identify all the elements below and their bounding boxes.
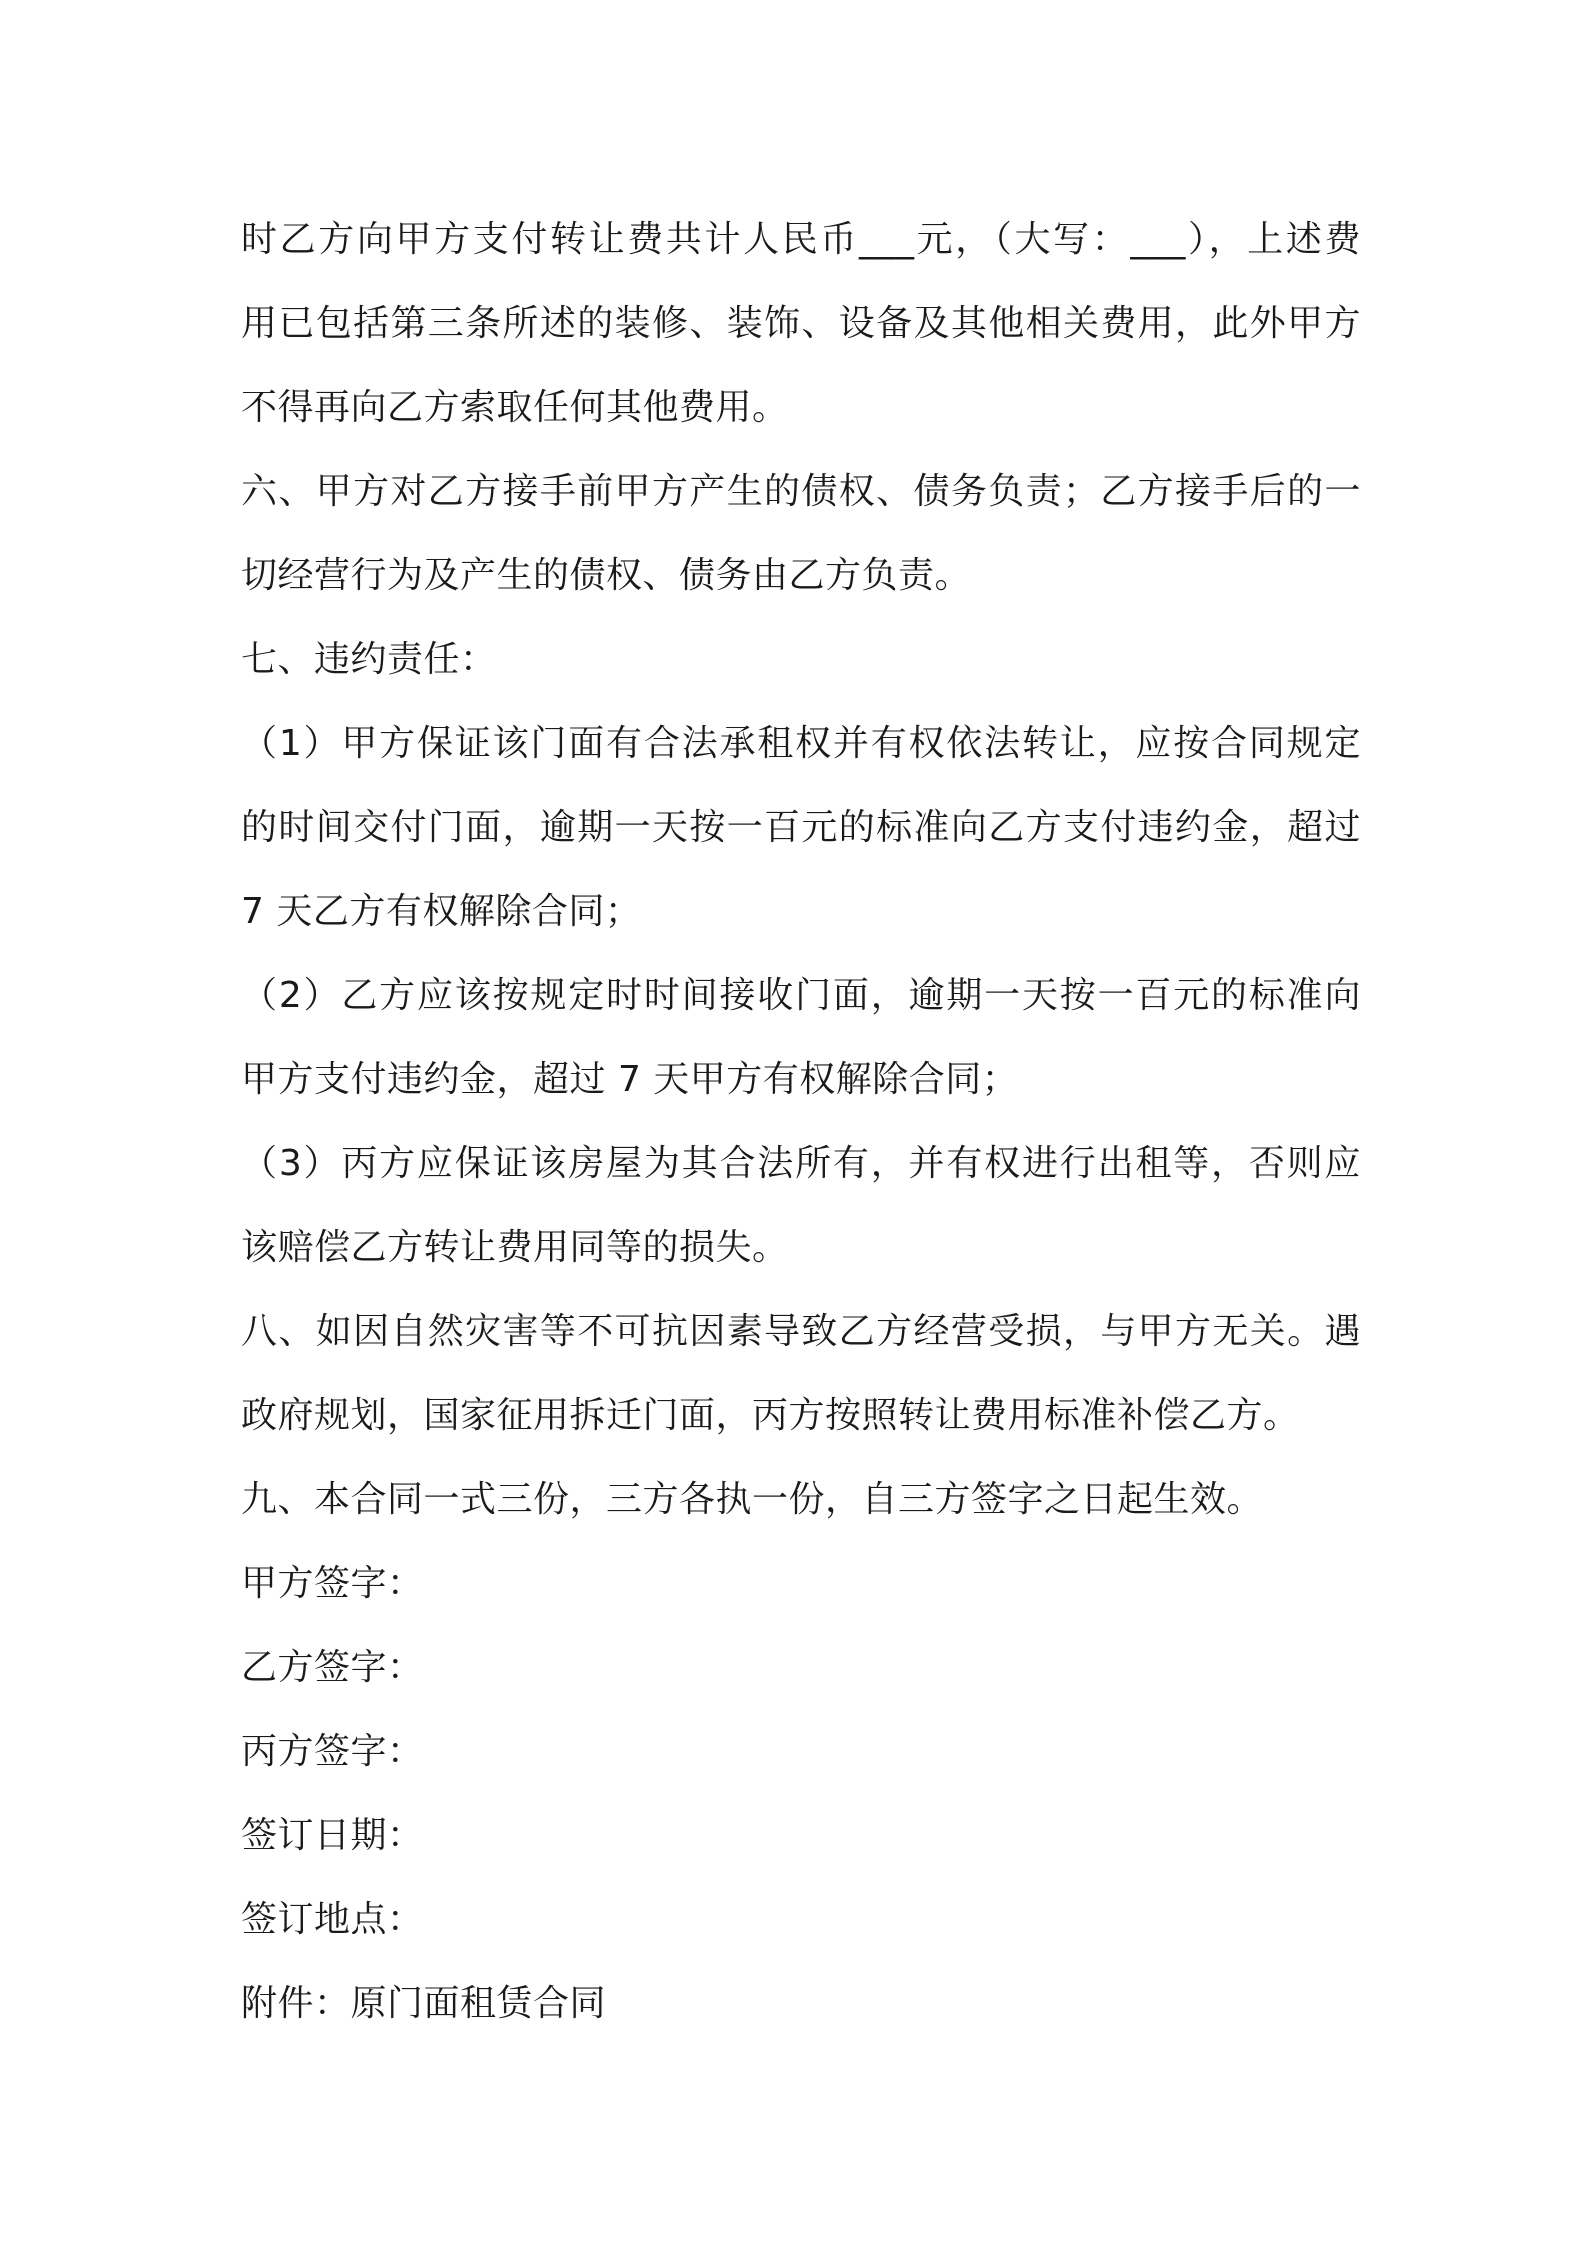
paragraph-clause-7-3: [241, 1122, 1361, 1290]
attachment-text: 附件：原门面租赁合同: [241, 1983, 607, 2024]
section-heading: 七、违约责任：: [241, 639, 497, 680]
paragraph-clause-8: [241, 1290, 1361, 1458]
text-line: （3）丙方应保证该房屋为其合法所有，并有权进行出租等，否则应: [241, 1143, 1361, 1184]
signature-party-c: 丙方签字：: [241, 1731, 424, 1772]
paragraph-clause-7-heading: [241, 618, 1361, 702]
text-line: 甲方支付违约金，超过 7 天甲方有权解除合同；: [241, 1059, 1019, 1100]
text-line: 切经营行为及产生的债权、债务由乙方负责。: [241, 555, 972, 596]
paragraph-clause-6: [241, 450, 1361, 618]
text-line: 该赔偿乙方转让费用同等的损失。: [241, 1227, 789, 1268]
signing-date: 签订日期：: [241, 1815, 424, 1856]
signing-place: 签订地点：: [241, 1899, 424, 1940]
text-line: （2）乙方应该按规定时时间接收门面，逾期一天按一百元的标准向: [241, 975, 1361, 1016]
text-line: 八、如因自然灾害等不可抗因素导致乙方经营受损，与甲方无关。遇: [241, 1311, 1361, 1352]
text-line: （1）甲方保证该门面有合法承租权并有权依法转让，应按合同规定: [241, 723, 1361, 764]
text-line: 六、甲方对乙方接手前甲方产生的债权、债务负责；乙方接手后的一: [241, 471, 1361, 512]
text-line: 时乙方向甲方支付转让费共计人民币___元，（大写：___），上述费: [241, 219, 1361, 260]
attachment-line: [241, 1962, 1361, 2046]
text-line: 7 天乙方有权解除合同；: [241, 891, 642, 932]
paragraph-clause-7-1: [241, 702, 1361, 954]
paragraph-clause-7-2: [241, 954, 1361, 1122]
signature-party-a: 甲方签字：: [241, 1563, 424, 1604]
text-line: 不得再向乙方索取任何其他费用。: [241, 387, 789, 428]
text-line: 用已包括第三条所述的装修、装饰、设备及其他相关费用，此外甲方: [241, 303, 1361, 344]
paragraph-payment: [241, 198, 1361, 450]
text-line: 九、本合同一式三份，三方各执一份，自三方签字之日起生效。: [241, 1479, 1264, 1520]
signature-party-b: 乙方签字：: [241, 1647, 424, 1688]
text-line: 的时间交付门面，逾期一天按一百元的标准向乙方支付违约金，超过: [241, 807, 1361, 848]
paragraph-clause-9: [241, 1458, 1361, 1542]
document-body: [241, 198, 1361, 2046]
text-line: 政府规划，国家征用拆迁门面，丙方按照转让费用标准补偿乙方。: [241, 1395, 1300, 1436]
signature-block: [241, 1542, 1361, 1962]
